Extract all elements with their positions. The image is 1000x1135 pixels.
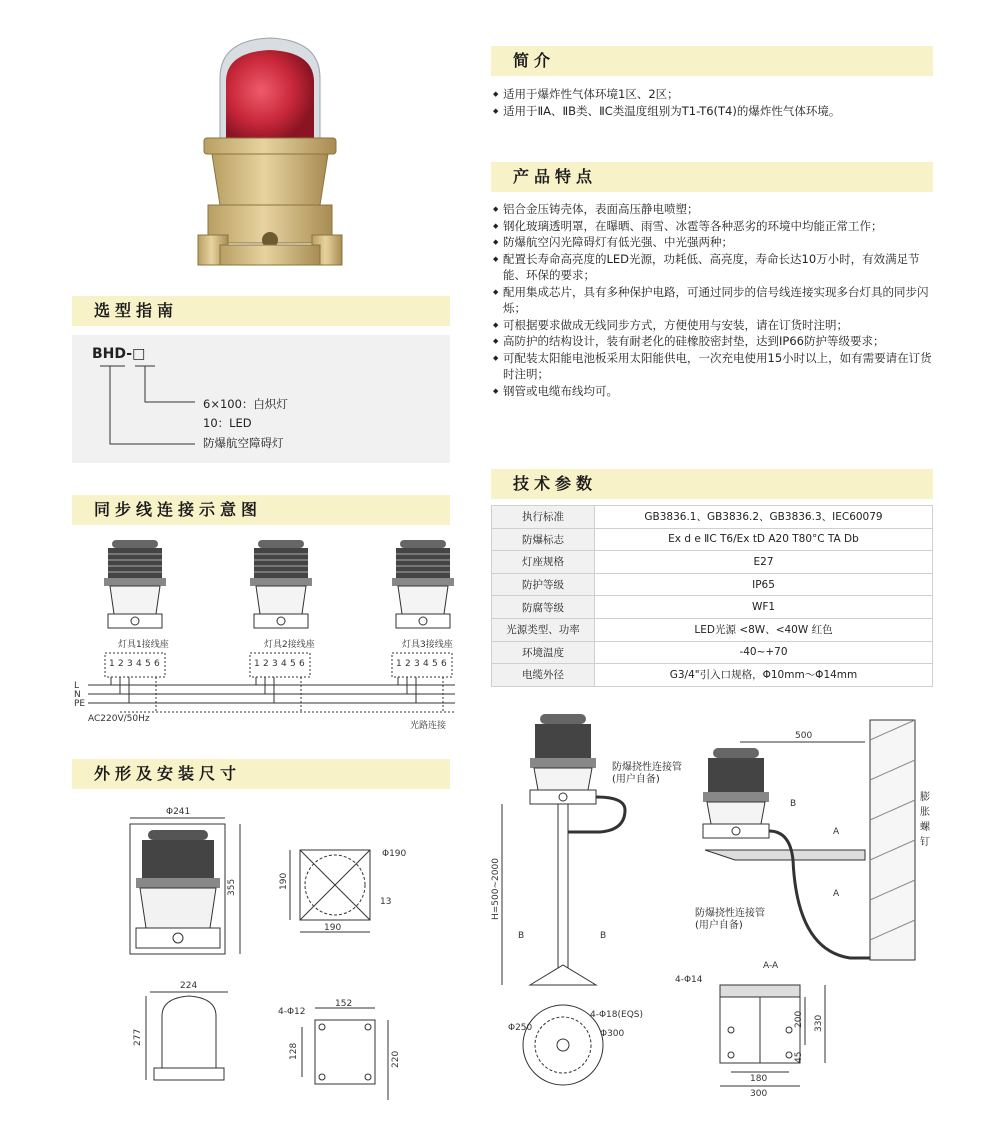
dim-d250: Φ250 [508, 1023, 533, 1033]
pipe-label-1: 防爆挠性连接管 [612, 762, 682, 773]
bolt-label-2: 胀 [920, 807, 930, 818]
term-number: 5 [432, 659, 438, 669]
bolt-label-3: 螺 [920, 822, 930, 833]
term-number: 4 [136, 659, 142, 669]
pipe-label-1b: (用户自备) [612, 774, 660, 785]
table-row [492, 596, 933, 619]
dim-h330: 330 [814, 1014, 824, 1032]
term-number: 4 [423, 659, 429, 669]
dim-h355: 355 [227, 878, 237, 896]
sync-diagram [60, 535, 460, 735]
table-row [492, 618, 933, 641]
dim-w224: 224 [180, 981, 198, 991]
dim-holes12: 4-Φ12 [278, 1007, 306, 1017]
list-item: ◆ 防爆航空闪光障碍灯有低光强、中光强两种； [493, 234, 935, 251]
section-a1: A [833, 827, 840, 837]
lamp2-label: 灯具2接线座 [264, 640, 315, 650]
list-item: ◆ 可根据要求做成无线同步方式，方便使用与安装，请在订货时注明； [493, 317, 935, 334]
table-row [492, 528, 933, 551]
dim-s190b: 190 [324, 923, 342, 933]
intro-list [493, 86, 933, 119]
guide-line-1: 6×100：白炽灯 [203, 397, 288, 411]
term-number: 1 [396, 659, 402, 669]
dim-holes18: 4-Φ18(EQS) [590, 1010, 644, 1020]
pipe-label-2: 防爆挠性连接管 [695, 908, 765, 919]
product-photo [190, 30, 350, 275]
lamp3-label: 灯具3接线座 [402, 640, 453, 650]
spec-key: 防爆标志 [492, 528, 595, 551]
dim-w180: 180 [750, 1074, 768, 1084]
features-list [493, 201, 935, 399]
section-dims-header: 外形及安装尺寸 [72, 759, 450, 789]
spec-table [491, 505, 933, 687]
section-b2: B [600, 931, 607, 941]
dim-w500: 500 [795, 731, 813, 741]
section-a2: A [833, 889, 840, 899]
wire-l-label: L [74, 681, 80, 691]
spec-value: WF1 [595, 596, 933, 619]
list-item: ◆ 配用集成芯片，具有多种保护电路，可通过同步的信号线连接实现多台灯具的同步闪烁； [493, 284, 935, 317]
dim-h128: 128 [289, 1042, 299, 1060]
lamp1-label: 灯具1接线座 [118, 640, 169, 650]
section-tech-header: 技术参数 [491, 469, 933, 499]
dim-s13: 13 [380, 897, 392, 907]
spec-key: 防腐等级 [492, 596, 595, 619]
spec-key: 环境温度 [492, 641, 595, 664]
section-sync-header: 同步线连接示意图 [72, 495, 450, 525]
section-intro-header: 简介 [491, 46, 933, 76]
dim-d241: Φ241 [166, 807, 191, 817]
term-number: 6 [299, 659, 305, 669]
term-number: 2 [263, 659, 269, 669]
table-row [492, 664, 933, 687]
list-item: ◆ 钢管或电缆布线均可。 [493, 383, 935, 400]
spec-key: 执行标准 [492, 506, 595, 529]
guide-line-3: 防爆航空障碍灯 [203, 436, 284, 450]
dim-h220: 220 [391, 1050, 401, 1068]
side-view [133, 981, 228, 1080]
spec-value: G3/4"引入口规格，Φ10mm～Φ14mm [595, 664, 933, 687]
section-aa: A-A [763, 961, 779, 971]
guide-lines [95, 360, 215, 450]
list-item: ◆ 适用于爆炸性气体环境1区、2区； [493, 86, 933, 103]
spec-value: Ex d e ⅡC T6/Ex tD A20 T80°C TA Db [595, 528, 933, 551]
list-item: ◆ 配置长寿命高亮度的LED光源，功耗低、高亮度，寿命长达10万小时，有效满足节能、环保的要求； [493, 251, 935, 284]
guide-model: BHD-□ [92, 346, 146, 362]
bolt-label-4: 钉 [920, 837, 930, 848]
power-label: AC220V/50Hz [88, 714, 150, 724]
dims-drawing-left [110, 800, 450, 1120]
wire-n-label: N [74, 690, 81, 700]
wire-pe-label: PE [74, 699, 86, 709]
spec-key: 灯座规格 [492, 551, 595, 574]
list-item: ◆ 可配装太阳能电池板采用太阳能供电，一次充电使用15小时以上，如有需要请在订货时注明； [493, 350, 935, 383]
wall-mount-drawing [665, 720, 950, 1120]
dim-h200: 200 [794, 1010, 804, 1028]
table-row [492, 506, 933, 529]
dim-s190: 190 [279, 872, 289, 890]
pole-height: H=500~2000 [491, 858, 501, 920]
base-view [278, 999, 401, 1100]
spec-value: E27 [595, 551, 933, 574]
dim-d300: Φ300 [600, 1029, 625, 1039]
term-number: 4 [281, 659, 287, 669]
spec-value: GB3836.1、GB3836.2、GB3836.3、IEC60079 [595, 506, 933, 529]
dim-h277: 277 [133, 1028, 143, 1046]
term-number: 5 [290, 659, 296, 669]
spec-value: LED光源 <8W、<40W 红色 [595, 618, 933, 641]
spec-key: 电缆外径 [492, 664, 595, 687]
bolt-label-1: 膨 [920, 792, 930, 803]
term-number: 1 [254, 659, 260, 669]
term-number: 3 [127, 659, 133, 669]
dim-w152: 152 [335, 999, 353, 1009]
term-number: 6 [441, 659, 447, 669]
dim-d190: Φ190 [382, 849, 407, 859]
dim-w300: 300 [750, 1089, 768, 1099]
section-features-header: 产品特点 [491, 162, 933, 192]
section-b1: B [518, 931, 525, 941]
term-number: 2 [405, 659, 411, 669]
spec-key: 光源类型、功率 [492, 618, 595, 641]
pipe-label-2b: (用户自备) [695, 920, 743, 931]
dim-holes14: 4-Φ14 [675, 975, 703, 985]
list-item: ◆ 铝合金压铸壳体，表面高压静电喷塑； [493, 201, 935, 218]
term-number: 5 [145, 659, 151, 669]
pole-mount-drawing [490, 710, 682, 1120]
term-number: 3 [414, 659, 420, 669]
section-b-wall: B [790, 799, 797, 809]
list-item: ◆ 高防护的结构设计，装有耐老化的硅橡胶密封垫，达到IP66防护等级要求； [493, 333, 935, 350]
table-row [492, 573, 933, 596]
top-view [279, 849, 407, 933]
front-view [130, 807, 240, 954]
term-number: 6 [154, 659, 160, 669]
list-item: ◆ 适用于ⅡA、ⅡB类、ⅡC类温度组别为T1-T6(T4)的爆炸性气体环境。 [493, 103, 933, 120]
spec-value: IP65 [595, 573, 933, 596]
term-number: 3 [272, 659, 278, 669]
table-row [492, 551, 933, 574]
guide-line-2: 10：LED [203, 416, 252, 430]
spec-key: 防护等级 [492, 573, 595, 596]
spec-value: -40~+70 [595, 641, 933, 664]
table-row [492, 641, 933, 664]
section-guide-header: 选型指南 [72, 296, 450, 326]
dim-h45: 45 [794, 1051, 804, 1063]
term-number: 2 [118, 659, 124, 669]
term-number: 1 [109, 659, 115, 669]
sync-line-label: 光路连接 [410, 721, 447, 731]
list-item: ◆ 钢化玻璃透明罩，在曝晒、雨雪、冰雹等各种恶劣的环境中均能正常工作； [493, 218, 935, 235]
